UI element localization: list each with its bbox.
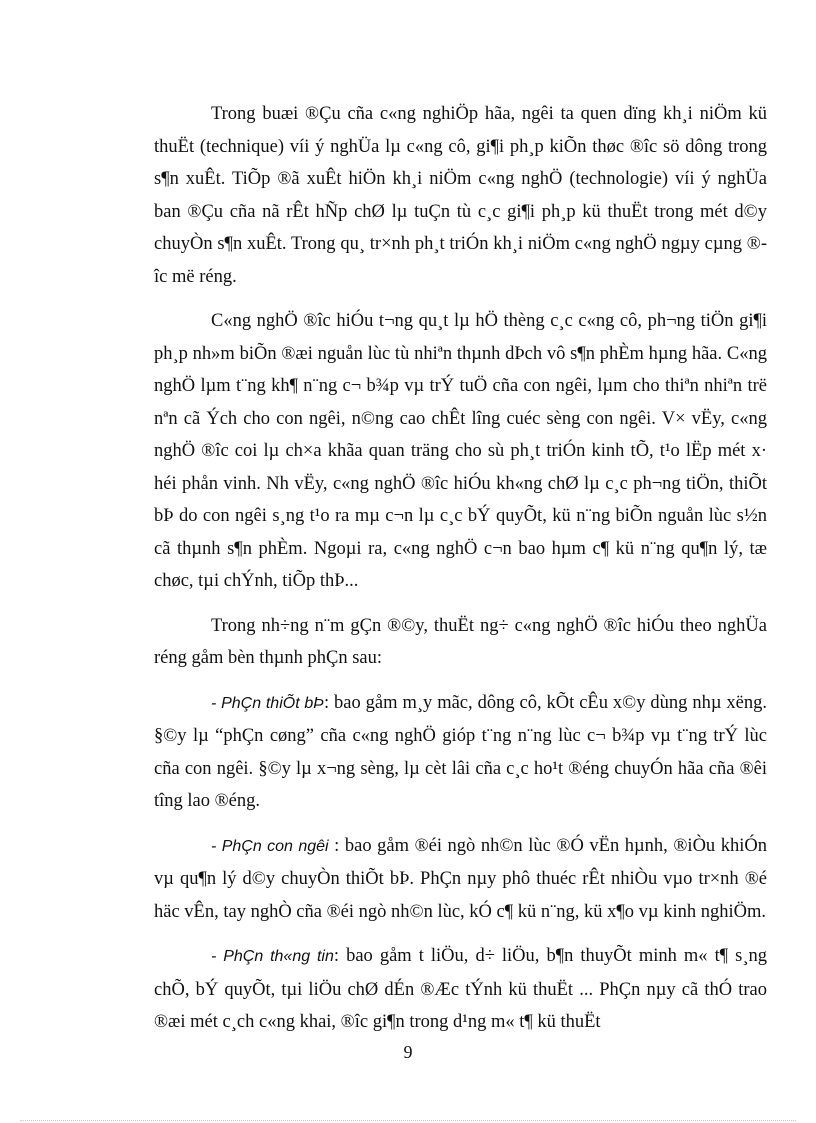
- page-bottom-divider: [20, 1120, 796, 1121]
- paragraph-6-lead: - PhÇn th«ng tin: [211, 948, 334, 965]
- body-text: [154, 98, 767, 1051]
- paragraph-3-text: Trong nh÷ng n¨m gÇn ®©y, thuËt ng÷ c«ng nghÖ ®îc hiÓu theo nghÜa réng gåm bèn thµnh phÇn sau:: [154, 615, 767, 668]
- paragraph-5-text: : bao gåm ®éi ngò nh©n lùc ®Ó vËn hµnh, ®iÒu khiÓn vµ qu¶n lý d©y chuyÒn thiÕt bÞ. PhÇn nµy phô thuéc rÊt nhiÒu vµo tr×nh ®é häc vÊn, tay nghÒ cña ®éi ngò nh©n lùc, kÓ c¶ kü n¨ng, kü x¶o vµ kinh nghiÖm.: [154, 835, 767, 922]
- paragraph-2-text: C«ng nghÖ ®îc hiÓu t¬ng qu¸t lµ hÖ thèng c¸c c«ng cô, ph¬ng tiÖn gi¶i ph¸p nh»m biÕn ®æi nguån lùc tù nhiªn thµnh dÞch vô s¶n phÈm hµng hãa. C«ng nghÖ lµm t¨ng kh¶ n¨ng c¬ b¾p vµ trÝ tuÖ cña con ngêi, lµm cho thiªn nhiªn trë nªn cã Ých cho con ngêi, n©ng cao chÊt lîng cuéc sèng con ngêi. V× vËy, c«ng nghÖ ®îc coi lµ ch×a khãa quan träng cho sù ph¸t triÓn kinh tÕ, t¹o lËp mét x· héi phån vinh. Nh vËy, c«ng nghÖ ®îc hiÓu kh«ng chØ lµ c¸c ph¬ng tiÖn, thiÕt bÞ do con ngêi s¸ng t¹o ra mµ c¬n lµ c¸c bÝ quyÕt, kü n¨ng biÕn nguån lùc s½n cã thµnh s¶n phÈm. Ngoµi ra, c«ng nghÖ c¬n bao hµm c¶ kü n¨ng qu¶n lý, tæ chøc, tµi chÝnh, tiÕp thÞ...: [154, 311, 767, 591]
- page-number: 9: [403, 1042, 413, 1062]
- paragraph-5-lead: - PhÇn con ngêi: [211, 837, 329, 855]
- paragraph-6: [154, 940, 767, 1039]
- paragraph-1: [154, 98, 767, 293]
- paragraph-6-text: : bao gåm t liÖu, d÷ liÖu, b¶n thuyÕt minh m« t¶ s¸ng chÕ, bÝ quyÕt, tµi liÖu chØ dÉn ®Æc tÝnh kü thuËt ... PhÇn nµy cã thÓ trao ®æi mét c¸ch c«ng khai, ®îc gi¶n trong d¹ng m« t¶ kü thuËt: [154, 946, 768, 1032]
- paragraph-4-lead: - PhÇn thiÕt bÞ: [211, 694, 324, 712]
- paragraph-4-text: : bao gåm m¸y mãc, dông cô, kÕt cÊu x©y dùng nhµ xëng. §©y lµ “phÇn cøng” cña c«ng nghÖ gióp t¨ng n¨ng lùc c¬ b¾p vµ t¨ng trÝ lùc cña con ngêi. §©y lµ x¬ng sèng, lµ cèt lâi cña c¸c ho¹t ®éng chuyÓn hãa cña ®êi tîng lao ®éng.: [154, 692, 767, 811]
- paragraph-2: [154, 305, 767, 598]
- paragraph-1-text: Trong buæi ®Çu cña c«ng nghiÖp hãa, ngêi ta quen dïng kh¸i niÖm kü thuËt (technique) víi ý nghÜa lµ c«ng cô, gi¶i ph¸p kiÕn thøc ®îc sö dông trong s¶n xuÊt. TiÕp ®ã xuÊt hiÖn kh¸i niÖm c«ng nghÖ (technologie) víi ý nghÜa ban ®Çu cña nã rÊt hÑp chØ lµ tuÇn tù c¸c gi¶i ph¸p kü thuËt trong mét d©y chuyÒn s¶n xuÊt. Trong qu¸ tr×nh ph¸t triÓn kh¸i niÖm c«ng nghÖ ngµy cµng ®îc më réng.: [154, 104, 767, 287]
- paragraph-5: [154, 830, 767, 929]
- paragraph-4: [154, 687, 767, 818]
- paragraph-3: [154, 610, 767, 675]
